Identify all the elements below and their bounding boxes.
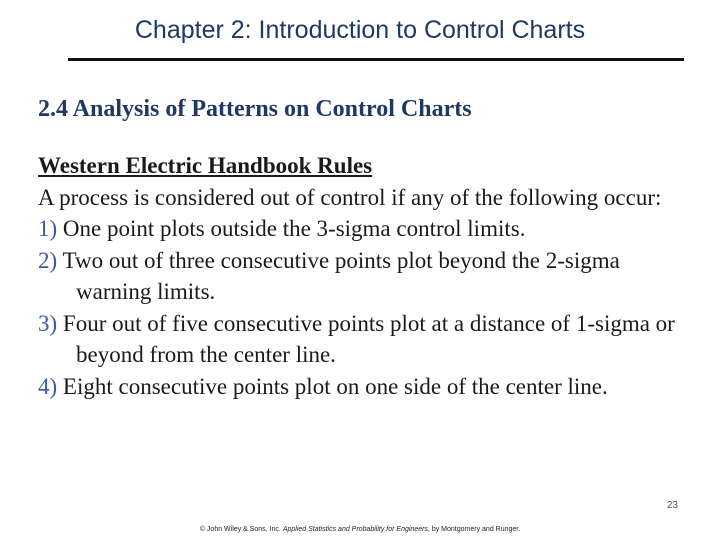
page-title: Chapter 2: Introduction to Control Charts [134, 16, 586, 44]
rule-item-3 [38, 308, 698, 371]
footer-authors: , by Montgomery and Runger. [427, 526, 521, 533]
section-title: 2.4 Analysis of Patterns on Control Charts [38, 96, 472, 122]
rule-item-4 [38, 371, 698, 403]
copyright-footer [0, 526, 720, 533]
footer-book-title: Applied Statistics and Probability for Engineers [282, 526, 428, 533]
rule-text: Eight consecutive points plot on one side of the center line. [62, 373, 608, 399]
rule-number: 4) [38, 373, 58, 399]
slide-body [38, 150, 698, 402]
rule-text: Four out of five consecutive points plot at a distance of 1-sigma or beyond from the center line. [62, 310, 675, 367]
rule-text: Two out of three consecutive points plot beyond the 2-sigma warning limits. [62, 247, 620, 304]
page-number: 23 [666, 500, 678, 511]
rule-item-1 [38, 213, 698, 245]
rules-intro: A process is considered out of control if any of the following occur: [38, 184, 662, 210]
title-divider [68, 58, 684, 61]
rule-number: 3) [38, 310, 58, 336]
rules-heading: Western Electric Handbook Rules [38, 153, 373, 178]
rule-number: 1) [38, 216, 58, 241]
rule-text: One point plots outside the 3-sigma control limits. [62, 216, 526, 241]
footer-copyright: © John Wiley & Sons, Inc. [199, 526, 281, 533]
rule-item-2 [38, 245, 698, 308]
rule-number: 2) [38, 247, 58, 273]
